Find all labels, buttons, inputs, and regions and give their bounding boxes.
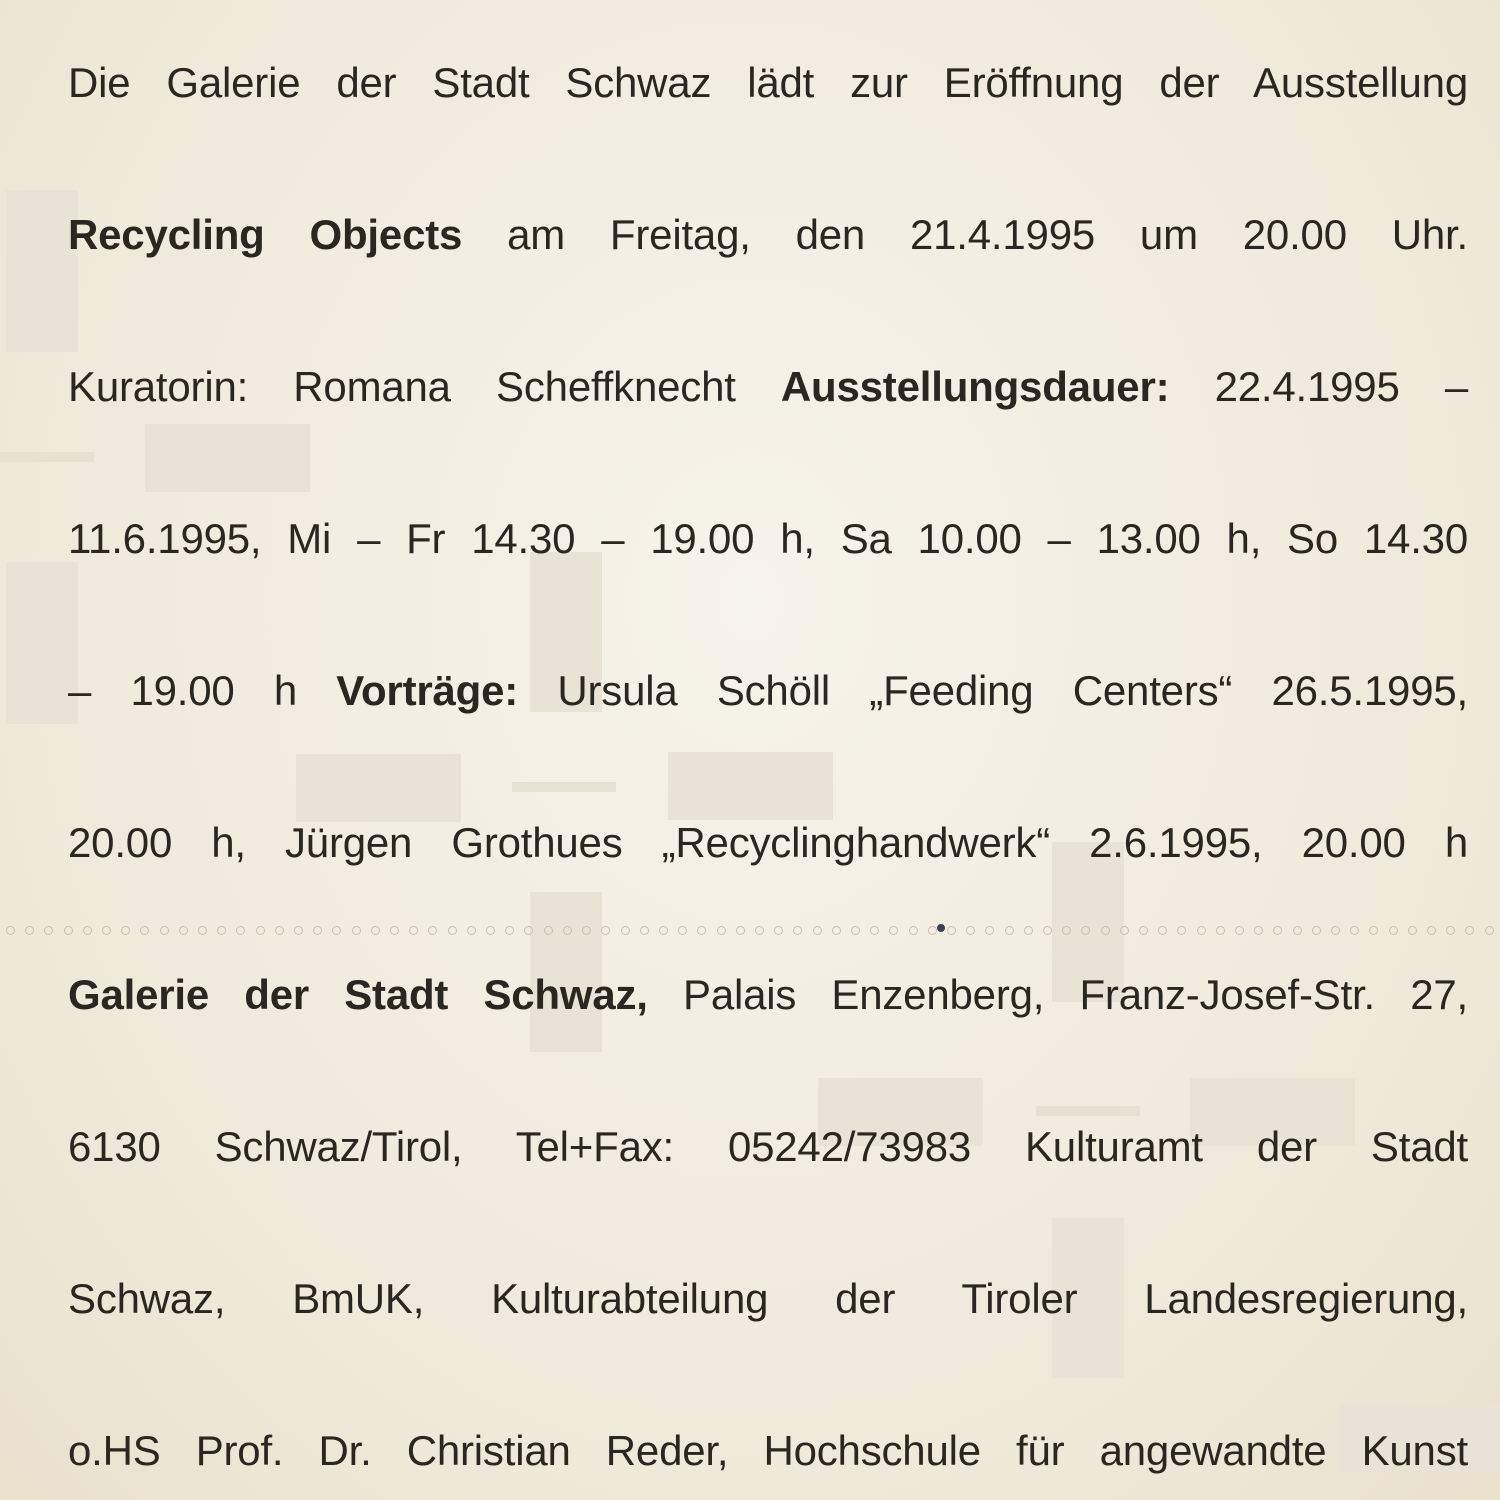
perforation-hole — [524, 926, 533, 935]
perforation-hole — [1024, 926, 1033, 935]
perforation-hole — [1254, 926, 1263, 935]
perforation-hole — [870, 926, 879, 935]
perforation-hole — [1216, 926, 1225, 935]
perforation-hole — [83, 926, 92, 935]
perforation-hole — [313, 926, 322, 935]
text-line-7 — [68, 971, 1468, 1018]
perforation-hole — [889, 926, 898, 935]
ink-speck — [937, 924, 945, 932]
perforation-hole — [1235, 926, 1244, 935]
watermark-bar — [1036, 1106, 1140, 1116]
perforation-hole — [6, 926, 15, 935]
text-line-6 — [68, 819, 1468, 866]
perforation-hole — [832, 926, 841, 935]
perforation-hole — [966, 926, 975, 935]
text-segment: 11.6.1995, Mi – Fr 14.30 – 19.00 h, Sa 10.00 – 13.00 h, So 14.30 — [68, 515, 1468, 562]
perforation-hole — [44, 926, 53, 935]
perforation-hole — [774, 926, 783, 935]
text-segment: Palais Enzenberg, Franz-Josef-Str. 27, — [647, 971, 1468, 1018]
perforation-hole — [678, 926, 687, 935]
perforation-hole — [1273, 926, 1282, 935]
watermark-bar — [512, 782, 616, 792]
perforation-hole — [428, 926, 437, 935]
perforation-hole — [275, 926, 284, 935]
perforation-hole — [1139, 926, 1148, 935]
text-segment: o.HS Prof. Dr. Christian Reder, Hochschule für angewandte Kunst — [68, 1427, 1468, 1474]
perforation-hole — [1446, 926, 1455, 935]
perforation-hole — [1331, 926, 1340, 935]
perforation-hole — [1158, 926, 1167, 935]
perforation-hole — [1369, 926, 1378, 935]
text-line-10 — [68, 1427, 1468, 1474]
perforation-hole — [371, 926, 380, 935]
perforation-hole — [352, 926, 361, 935]
perforation-hole — [736, 926, 745, 935]
perforation-hole — [1081, 926, 1090, 935]
perforation-hole — [64, 926, 73, 935]
perforation-hole — [1312, 926, 1321, 935]
perforation-hole — [294, 926, 303, 935]
perforation-hole — [256, 926, 265, 935]
text-segment: Schwaz, BmUK, Kulturabteilung der Tiroler Landesregierung, — [68, 1275, 1468, 1322]
perforation-hole — [198, 926, 207, 935]
perforation-hole — [985, 926, 994, 935]
perforation-hole — [1043, 926, 1052, 935]
perforation-line — [0, 922, 1500, 938]
perforation-hole — [793, 926, 802, 935]
bold-text-segment: Recycling Objects — [68, 211, 463, 258]
text-line-1 — [68, 59, 1468, 106]
perforation-hole — [1465, 926, 1474, 935]
perforation-hole — [851, 926, 860, 935]
bold-text-segment: Vorträge: — [336, 667, 519, 714]
perforation-hole — [448, 926, 457, 935]
perforation-hole — [390, 926, 399, 935]
perforation-hole — [813, 926, 822, 935]
perforation-hole — [1427, 926, 1436, 935]
perforation-hole — [717, 926, 726, 935]
perforation-hole — [601, 926, 610, 935]
watermark-logo — [145, 424, 310, 492]
perforation-hole — [25, 926, 34, 935]
text-line-2 — [68, 211, 1468, 258]
text-segment: Die Galerie der Stadt Schwaz lädt zur Eröffnung der Ausstellung — [68, 59, 1468, 106]
bold-text-segment: Galerie der Stadt Schwaz, — [68, 971, 648, 1018]
text-segment: 22.4.1995 – — [1169, 363, 1468, 410]
perforation-hole — [467, 926, 476, 935]
perforation-hole — [928, 926, 937, 935]
perforation-hole — [1389, 926, 1398, 935]
perforation-hole — [332, 926, 341, 935]
perforation-hole — [544, 926, 553, 935]
watermark-logo — [668, 752, 833, 820]
text-segment: Kuratorin: Romana Scheffknecht — [68, 363, 781, 410]
text-line-4 — [68, 515, 1468, 562]
perforation-hole — [640, 926, 649, 935]
perforation-hole — [1293, 926, 1302, 935]
perforation-hole — [486, 926, 495, 935]
perforation-hole — [1101, 926, 1110, 935]
watermark-logo — [296, 754, 461, 822]
perforation-hole — [236, 926, 245, 935]
perforation-hole — [1005, 926, 1014, 935]
perforation-hole — [563, 926, 572, 935]
text-segment: 6130 Schwaz/Tirol, Tel+Fax: 05242/73983 Kulturamt der Stadt — [68, 1123, 1468, 1170]
text-segment: – 19.00 h — [68, 667, 337, 714]
perforation-hole — [582, 926, 591, 935]
text-segment: 20.00 h, Jürgen Grothues „Recyclinghandwerk“ 2.6.1995, 20.00 h — [68, 819, 1468, 866]
perforation-hole — [1177, 926, 1186, 935]
perforation-hole — [217, 926, 226, 935]
perforation-hole — [697, 926, 706, 935]
perforation-hole — [1062, 926, 1071, 935]
perforation-hole — [1350, 926, 1359, 935]
watermark-bar — [0, 452, 94, 462]
bold-text-segment: Ausstellungsdauer: — [780, 363, 1170, 410]
text-line-9 — [68, 1275, 1468, 1322]
perforation-hole — [179, 926, 188, 935]
perforation-hole — [1197, 926, 1206, 935]
perforation-hole — [140, 926, 149, 935]
perforation-hole — [621, 926, 630, 935]
text-segment: Ursula Schöll „Feeding Centers“ 26.5.1995, — [518, 667, 1468, 714]
text-line-3 — [68, 363, 1468, 410]
text-line-8 — [68, 1123, 1468, 1170]
perforation-hole — [909, 926, 918, 935]
perforation-hole — [121, 926, 130, 935]
perforation-hole — [409, 926, 418, 935]
perforation-hole — [102, 926, 111, 935]
perforation-hole — [1120, 926, 1129, 935]
perforation-hole — [1485, 926, 1494, 935]
perforation-hole — [160, 926, 169, 935]
text-segment: am Freitag, den 21.4.1995 um 20.00 Uhr. — [462, 211, 1468, 258]
text-line-5 — [68, 667, 1468, 714]
perforation-hole — [505, 926, 514, 935]
perforation-hole — [947, 926, 956, 935]
perforation-hole — [659, 926, 668, 935]
perforation-hole — [755, 926, 764, 935]
perforation-hole — [1408, 926, 1417, 935]
